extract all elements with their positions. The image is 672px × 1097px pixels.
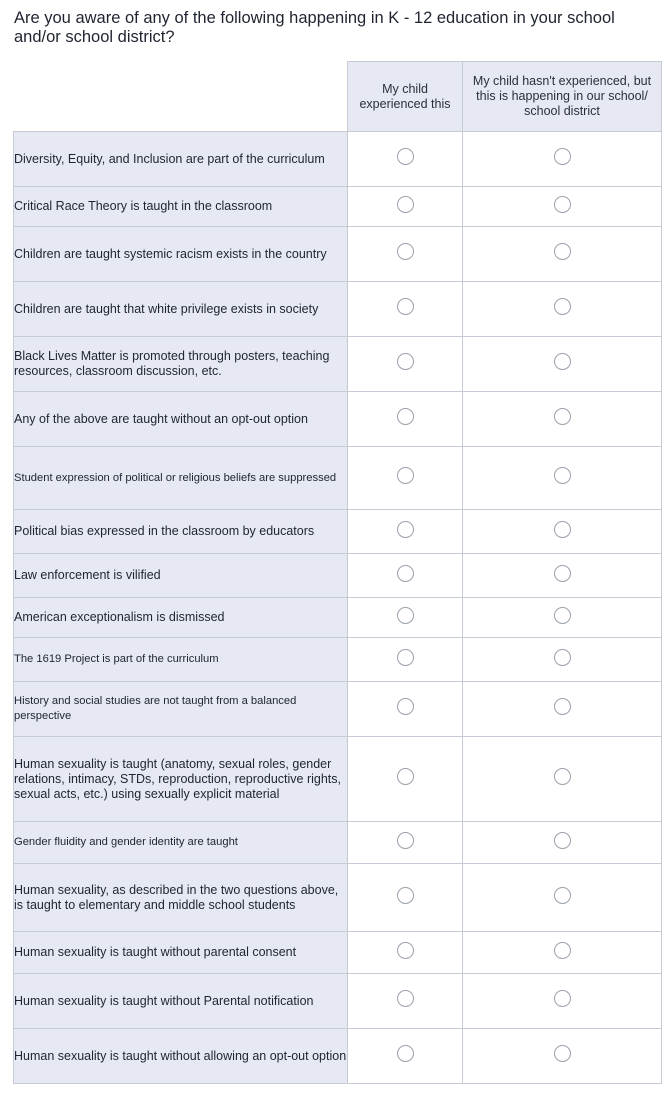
radio-cell-experienced[interactable]: [348, 227, 463, 282]
radio-experienced[interactable]: [397, 942, 414, 959]
row-label: Law enforcement is vilified: [14, 554, 348, 598]
radio-cell-happening[interactable]: [463, 864, 662, 932]
matrix-row: [14, 337, 662, 392]
radio-experienced[interactable]: [397, 607, 414, 624]
row-label: Black Lives Matter is promoted through posters, teaching resources, classroom discussion, etc.: [14, 337, 348, 392]
row-label: Children are taught systemic racism exists in the country: [14, 227, 348, 282]
radio-happening[interactable]: [554, 887, 571, 904]
radio-cell-experienced[interactable]: [348, 932, 463, 974]
radio-cell-experienced[interactable]: [348, 638, 463, 682]
row-label: Any of the above are taught without an opt-out option: [14, 392, 348, 447]
radio-cell-happening[interactable]: [463, 682, 662, 737]
radio-happening[interactable]: [554, 196, 571, 213]
radio-cell-experienced[interactable]: [348, 337, 463, 392]
matrix-row: [14, 554, 662, 598]
radio-experienced[interactable]: [397, 649, 414, 666]
row-label: History and social studies are not taught from a balanced perspective: [14, 682, 348, 737]
radio-happening[interactable]: [554, 768, 571, 785]
radio-cell-happening[interactable]: [463, 1029, 662, 1084]
matrix-row: [14, 598, 662, 638]
radio-experienced[interactable]: [397, 1045, 414, 1062]
row-label: Political bias expressed in the classroom by educators: [14, 510, 348, 554]
row-label: Critical Race Theory is taught in the classroom: [14, 187, 348, 227]
matrix-row: [14, 638, 662, 682]
matrix-row: [14, 974, 662, 1029]
radio-cell-happening[interactable]: [463, 974, 662, 1029]
radio-happening[interactable]: [554, 467, 571, 484]
radio-cell-experienced[interactable]: [348, 392, 463, 447]
radio-cell-happening[interactable]: [463, 510, 662, 554]
row-label: Human sexuality, as described in the two questions above, is taught to elementary and middle school students: [14, 864, 348, 932]
radio-cell-experienced[interactable]: [348, 187, 463, 227]
radio-cell-happening[interactable]: [463, 227, 662, 282]
matrix-row: [14, 447, 662, 510]
matrix-row: [14, 932, 662, 974]
radio-cell-happening[interactable]: [463, 822, 662, 864]
radio-cell-experienced[interactable]: [348, 598, 463, 638]
radio-cell-happening[interactable]: [463, 132, 662, 187]
radio-experienced[interactable]: [397, 521, 414, 538]
radio-experienced[interactable]: [397, 298, 414, 315]
radio-happening[interactable]: [554, 148, 571, 165]
row-label: Children are taught that white privilege exists in society: [14, 282, 348, 337]
radio-cell-happening[interactable]: [463, 187, 662, 227]
radio-cell-happening[interactable]: [463, 337, 662, 392]
radio-happening[interactable]: [554, 353, 571, 370]
radio-happening[interactable]: [554, 408, 571, 425]
radio-happening[interactable]: [554, 942, 571, 959]
radio-cell-happening[interactable]: [463, 447, 662, 510]
radio-cell-experienced[interactable]: [348, 132, 463, 187]
radio-happening[interactable]: [554, 243, 571, 260]
radio-cell-happening[interactable]: [463, 282, 662, 337]
radio-cell-experienced[interactable]: [348, 447, 463, 510]
matrix-row: [14, 864, 662, 932]
radio-experienced[interactable]: [397, 467, 414, 484]
radio-experienced[interactable]: [397, 990, 414, 1007]
matrix-row: [14, 282, 662, 337]
row-label: Diversity, Equity, and Inclusion are part of the curriculum: [14, 132, 348, 187]
matrix-grid: [13, 61, 662, 1084]
radio-experienced[interactable]: [397, 832, 414, 849]
radio-cell-experienced[interactable]: [348, 737, 463, 822]
matrix-row: [14, 227, 662, 282]
radio-happening[interactable]: [554, 649, 571, 666]
radio-cell-experienced[interactable]: [348, 974, 463, 1029]
radio-experienced[interactable]: [397, 353, 414, 370]
radio-cell-experienced[interactable]: [348, 510, 463, 554]
radio-happening[interactable]: [554, 990, 571, 1007]
matrix-row: [14, 737, 662, 822]
radio-experienced[interactable]: [397, 196, 414, 213]
radio-experienced[interactable]: [397, 768, 414, 785]
radio-experienced[interactable]: [397, 565, 414, 582]
matrix-row: [14, 1029, 662, 1084]
row-label: Human sexuality is taught without Parental notification: [14, 974, 348, 1029]
radio-happening[interactable]: [554, 298, 571, 315]
radio-experienced[interactable]: [397, 698, 414, 715]
row-label: Human sexuality is taught (anatomy, sexual roles, gender relations, intimacy, STDs, reproduction, reproductive rights, sexual acts, etc.) using sexually explicit material: [14, 737, 348, 822]
radio-cell-experienced[interactable]: [348, 1029, 463, 1084]
row-label: Student expression of political or religious beliefs are suppressed: [14, 447, 348, 510]
radio-cell-happening[interactable]: [463, 598, 662, 638]
row-label: The 1619 Project is part of the curriculum: [14, 638, 348, 682]
radio-happening[interactable]: [554, 607, 571, 624]
radio-cell-happening[interactable]: [463, 737, 662, 822]
question-title: Are you aware of any of the following happening in K - 12 education in your school and/or school district?: [14, 9, 615, 46]
radio-happening[interactable]: [554, 1045, 571, 1062]
radio-cell-happening[interactable]: [463, 392, 662, 447]
radio-happening[interactable]: [554, 698, 571, 715]
radio-cell-experienced[interactable]: [348, 864, 463, 932]
radio-experienced[interactable]: [397, 887, 414, 904]
radio-cell-experienced[interactable]: [348, 554, 463, 598]
radio-experienced[interactable]: [397, 148, 414, 165]
radio-cell-experienced[interactable]: [348, 682, 463, 737]
row-label: American exceptionalism is dismissed: [14, 598, 348, 638]
matrix-row: [14, 187, 662, 227]
row-label: Human sexuality is taught without allowing an opt-out option: [14, 1029, 348, 1084]
matrix-row: [14, 510, 662, 554]
radio-cell-experienced[interactable]: [348, 282, 463, 337]
radio-happening[interactable]: [554, 565, 571, 582]
column-header-experienced: My child experienced this: [348, 62, 463, 132]
radio-experienced[interactable]: [397, 243, 414, 260]
radio-cell-happening[interactable]: [463, 554, 662, 598]
radio-experienced[interactable]: [397, 408, 414, 425]
matrix-row: [14, 682, 662, 737]
radio-happening[interactable]: [554, 832, 571, 849]
matrix-row: [14, 392, 662, 447]
header-spacer: [14, 62, 348, 132]
row-label: Gender fluidity and gender identity are taught: [14, 822, 348, 864]
radio-happening[interactable]: [554, 521, 571, 538]
radio-cell-happening[interactable]: [463, 932, 662, 974]
column-header-happening-in-district: My child hasn't experienced, but this is happening in our school/ school district: [463, 62, 662, 132]
matrix-row: [14, 822, 662, 864]
radio-cell-experienced[interactable]: [348, 822, 463, 864]
matrix-row: [14, 132, 662, 187]
row-label: Human sexuality is taught without parental consent: [14, 932, 348, 974]
radio-cell-happening[interactable]: [463, 638, 662, 682]
